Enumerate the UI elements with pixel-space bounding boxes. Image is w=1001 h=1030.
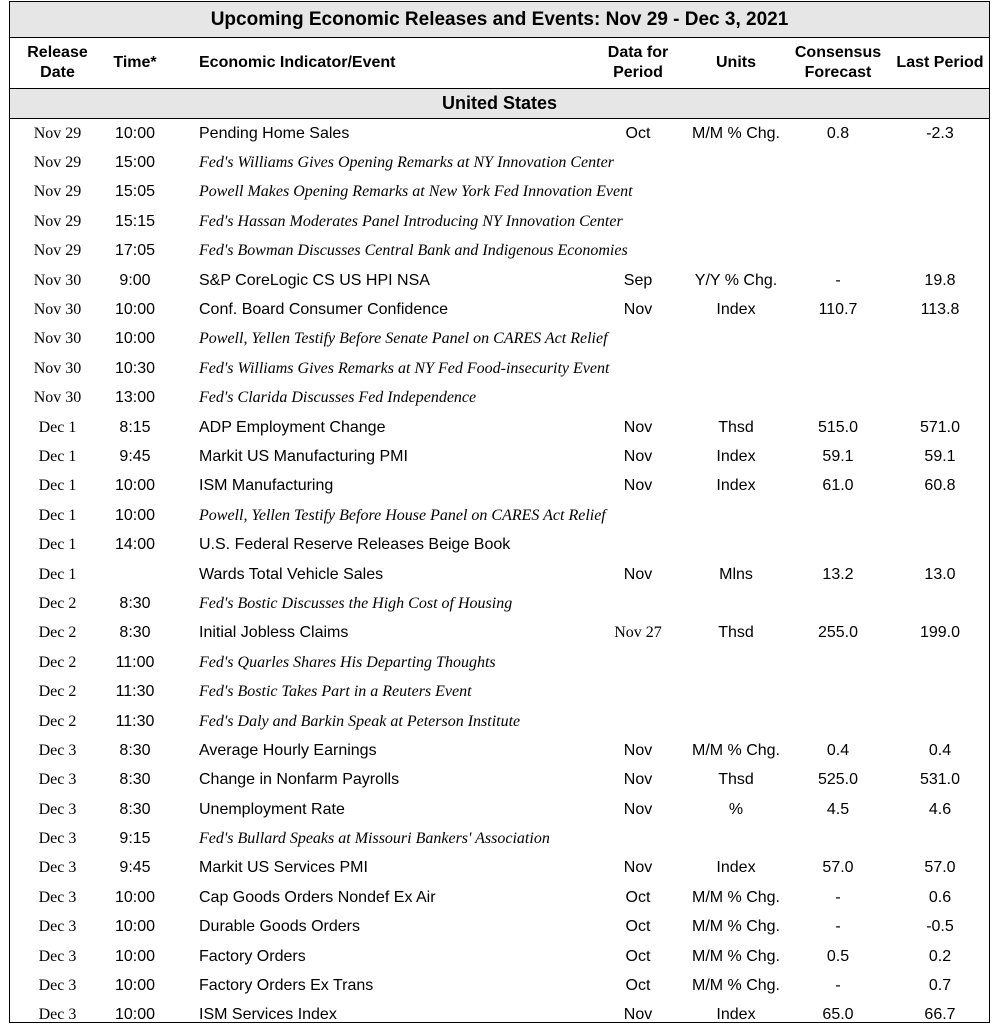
release-date-cell: Dec 2 <box>38 683 77 701</box>
indicator-cell: Powell, Yellen Testify Before House Panel on CARES Act Relief <box>199 506 606 524</box>
time-cell: 15:05 <box>114 183 156 201</box>
time-cell <box>105 560 165 589</box>
consensus-cell <box>790 207 886 236</box>
time-cell: 8:30 <box>119 771 151 789</box>
header-time: Time* <box>113 54 157 71</box>
period-cell: Sep <box>623 271 653 289</box>
indicator-cell: ISM Manufacturing <box>199 477 334 495</box>
indicator-cell: Fed's Williams Gives Opening Remarks at NY Innovation Center <box>199 154 614 172</box>
units-cell: Index <box>716 1006 756 1024</box>
table-row <box>10 560 989 589</box>
release-date-cell: Nov 30 <box>33 389 82 407</box>
units-cell <box>680 501 792 530</box>
indicator-cell: Fed's Quarles Shares His Departing Thoughts <box>199 653 496 671</box>
table-body <box>10 119 989 1030</box>
consensus-cell: - <box>835 888 841 906</box>
consensus-cell: 255.0 <box>817 624 859 642</box>
units-cell <box>680 354 792 383</box>
release-date-cell: Dec 1 <box>38 418 77 436</box>
header-units: Units <box>716 54 756 71</box>
time-cell: 10:00 <box>114 888 156 906</box>
last-period-cell: 59.1 <box>924 447 956 465</box>
consensus-cell <box>790 824 886 853</box>
table-row <box>10 237 989 266</box>
table-row <box>10 648 989 677</box>
last-period-cell <box>890 325 990 354</box>
period-cell: Nov <box>623 741 653 759</box>
last-period-cell <box>890 707 990 736</box>
last-period-cell: 13.0 <box>924 565 956 583</box>
table-row <box>10 207 989 236</box>
indicator-cell: Fed's Daly and Barkin Speak at Peterson Institute <box>199 712 521 730</box>
indicator-cell: Durable Goods Orders <box>199 918 360 936</box>
consensus-cell: - <box>835 977 841 995</box>
units-cell <box>680 325 792 354</box>
time-cell: 13:00 <box>114 389 156 407</box>
table-row <box>10 178 989 207</box>
indicator-cell: Factory Orders <box>199 947 306 965</box>
units-cell: Mlns <box>719 565 753 583</box>
time-cell: 10:00 <box>114 330 156 348</box>
units-cell: M/M % Chg. <box>691 741 780 759</box>
time-cell: 9:00 <box>119 271 151 289</box>
column-header-row <box>10 38 989 89</box>
table-row <box>10 736 989 765</box>
table-row <box>10 824 989 853</box>
period-cell: Nov <box>623 418 653 436</box>
release-date-cell: Dec 3 <box>38 800 77 818</box>
table-row <box>10 619 989 648</box>
indicator-cell: Fed's Bostic Discusses the High Cost of Housing <box>199 594 513 612</box>
release-date-cell: Dec 3 <box>38 741 77 759</box>
header-period: Data for Period <box>607 44 669 81</box>
period-cell <box>600 178 676 207</box>
release-date-cell: Nov 29 <box>33 124 82 142</box>
table-row <box>10 971 989 1000</box>
units-cell: M/M % Chg. <box>691 888 780 906</box>
period-cell: Nov <box>623 859 653 877</box>
time-cell: 10:00 <box>114 977 156 995</box>
indicator-cell: Conf. Board Consumer Confidence <box>199 301 449 319</box>
last-period-cell <box>890 501 990 530</box>
indicator-cell: Fed's Clarida Discusses Fed Independence <box>199 389 477 407</box>
last-period-cell: 571.0 <box>919 418 961 436</box>
table-row <box>10 795 989 824</box>
consensus-cell: 0.5 <box>826 947 850 965</box>
table-row <box>10 883 989 912</box>
period-cell <box>600 707 676 736</box>
consensus-cell <box>790 148 886 177</box>
units-cell: Index <box>716 301 756 319</box>
units-cell: M/M % Chg. <box>691 124 780 142</box>
last-period-cell <box>890 648 990 677</box>
consensus-cell <box>790 677 886 706</box>
release-date-cell: Dec 2 <box>38 712 77 730</box>
time-cell: 8:30 <box>119 800 151 818</box>
units-cell <box>680 178 792 207</box>
consensus-cell: 110.7 <box>818 301 858 319</box>
consensus-cell <box>790 530 886 559</box>
period-cell: Nov <box>623 771 653 789</box>
header-last: Last Period <box>896 54 984 71</box>
consensus-cell: 515.0 <box>817 418 859 436</box>
consensus-cell <box>790 237 886 266</box>
release-date-cell: Nov 29 <box>33 212 82 230</box>
table-row <box>10 413 989 442</box>
consensus-cell: 61.0 <box>822 477 854 495</box>
time-cell: 9:45 <box>119 447 151 465</box>
consensus-cell <box>790 384 886 413</box>
period-cell: Nov <box>623 447 653 465</box>
time-cell: 14:00 <box>114 536 156 554</box>
units-cell: M/M % Chg. <box>691 977 780 995</box>
period-cell: Oct <box>625 977 651 995</box>
table-row <box>10 766 989 795</box>
table-row <box>10 325 989 354</box>
release-date-cell: Dec 2 <box>38 594 77 612</box>
indicator-cell: Fed's Hassan Moderates Panel Introducing NY Innovation Center <box>199 212 623 230</box>
time-cell: 11:30 <box>115 683 155 701</box>
table-row <box>10 677 989 706</box>
time-cell: 10:00 <box>114 124 156 142</box>
units-cell <box>680 237 792 266</box>
table-row <box>10 501 989 530</box>
time-cell: 10:30 <box>114 359 156 377</box>
table-title: Upcoming Economic Releases and Events: Nov 29 - Dec 3, 2021 <box>10 2 989 38</box>
time-cell: 10:00 <box>114 1006 156 1024</box>
release-date-cell: Nov 29 <box>33 154 82 172</box>
consensus-cell: 0.8 <box>826 124 850 142</box>
indicator-cell: U.S. Federal Reserve Releases Beige Book <box>199 536 511 554</box>
release-date-cell: Dec 1 <box>38 506 77 524</box>
last-period-cell <box>890 207 990 236</box>
time-cell: 8:15 <box>119 418 151 436</box>
period-cell: Nov <box>623 1006 653 1024</box>
units-cell <box>680 589 792 618</box>
indicator-cell: Fed's Bullard Speaks at Missouri Bankers' Association <box>199 830 550 848</box>
last-period-cell: 57.0 <box>924 859 956 877</box>
time-cell: 17:05 <box>114 242 156 260</box>
period-cell: Nov <box>623 477 653 495</box>
consensus-cell <box>790 648 886 677</box>
header-release-date: Release Date <box>27 44 88 81</box>
units-cell: Y/Y % Chg. <box>694 271 778 289</box>
indicator-cell: Unemployment Rate <box>199 800 345 818</box>
consensus-cell <box>790 178 886 207</box>
period-cell <box>600 207 676 236</box>
release-date-cell: Dec 2 <box>38 653 77 671</box>
last-period-cell: 60.8 <box>924 477 956 495</box>
indicator-cell: Powell, Yellen Testify Before Senate Panel on CARES Act Relief <box>199 330 608 348</box>
release-date-cell: Dec 3 <box>38 830 77 848</box>
consensus-cell: 4.5 <box>826 800 850 818</box>
time-cell: 10:00 <box>114 301 156 319</box>
time-cell: 10:00 <box>114 506 156 524</box>
last-period-cell: 531.0 <box>919 771 961 789</box>
consensus-cell <box>790 589 886 618</box>
header-consensus: Consensus Forecast <box>794 44 882 81</box>
indicator-cell: Factory Orders Ex Trans <box>199 977 374 995</box>
release-date-cell: Dec 3 <box>38 918 77 936</box>
consensus-cell: - <box>835 918 841 936</box>
consensus-cell: 13.2 <box>822 565 854 583</box>
consensus-cell: 0.4 <box>826 741 850 759</box>
period-cell: Nov <box>623 301 653 319</box>
period-cell: Nov 27 <box>614 624 662 642</box>
table-row <box>10 942 989 971</box>
last-period-cell <box>890 354 990 383</box>
last-period-cell: 199.0 <box>919 624 961 642</box>
last-period-cell: 19.8 <box>924 271 956 289</box>
time-cell: 8:30 <box>119 741 151 759</box>
table-row <box>10 472 989 501</box>
units-cell <box>680 677 792 706</box>
period-cell: Oct <box>625 947 651 965</box>
units-cell <box>680 648 792 677</box>
period-cell <box>600 501 676 530</box>
indicator-cell: Markit US Services PMI <box>199 859 368 877</box>
units-cell: M/M % Chg. <box>691 918 780 936</box>
last-period-cell <box>890 824 990 853</box>
section-header: United States <box>10 89 989 119</box>
period-cell: Oct <box>625 888 651 906</box>
last-period-cell: 0.7 <box>928 977 952 995</box>
table-row <box>10 913 989 942</box>
indicator-cell: Wards Total Vehicle Sales <box>199 565 384 583</box>
consensus-cell <box>790 325 886 354</box>
period-cell <box>600 384 676 413</box>
last-period-cell: 0.4 <box>928 741 952 759</box>
release-date-cell: Nov 29 <box>33 183 82 201</box>
period-cell <box>600 530 676 559</box>
time-cell: 9:45 <box>119 859 151 877</box>
release-date-cell: Nov 30 <box>33 301 82 319</box>
indicator-cell: ISM Services Index <box>199 1006 337 1024</box>
indicator-cell: Initial Jobless Claims <box>199 624 349 642</box>
release-date-cell: Dec 3 <box>38 947 77 965</box>
time-cell: 10:00 <box>114 477 156 495</box>
units-cell: Thsd <box>718 624 754 642</box>
period-cell <box>600 824 676 853</box>
last-period-cell <box>890 677 990 706</box>
table-row <box>10 148 989 177</box>
table-row <box>10 707 989 736</box>
time-cell: 9:15 <box>119 830 151 848</box>
release-date-cell: Nov 30 <box>33 271 82 289</box>
indicator-cell: Cap Goods Orders Nondef Ex Air <box>199 888 436 906</box>
release-date-cell: Dec 1 <box>38 565 77 583</box>
time-cell: 10:00 <box>114 947 156 965</box>
last-period-cell: 0.6 <box>928 888 952 906</box>
last-period-cell <box>890 530 990 559</box>
units-cell: Index <box>716 447 756 465</box>
period-cell: Oct <box>625 124 651 142</box>
table-row <box>10 119 989 148</box>
release-date-cell: Nov 29 <box>33 242 82 260</box>
indicator-cell: Fed's Bostic Takes Part in a Reuters Event <box>199 683 472 701</box>
period-cell <box>600 677 676 706</box>
table-row <box>10 530 989 559</box>
units-cell: Thsd <box>718 771 754 789</box>
time-cell: 8:30 <box>119 594 151 612</box>
period-cell: Oct <box>625 918 651 936</box>
consensus-cell <box>790 501 886 530</box>
period-cell <box>600 148 676 177</box>
units-cell: Index <box>716 477 756 495</box>
release-date-cell: Dec 3 <box>38 771 77 789</box>
period-cell <box>600 589 676 618</box>
time-cell: 8:30 <box>119 624 151 642</box>
units-cell <box>680 384 792 413</box>
table-row <box>10 266 989 295</box>
table-row <box>10 384 989 413</box>
release-date-cell: Dec 1 <box>38 477 77 495</box>
release-date-cell: Dec 3 <box>38 888 77 906</box>
period-cell <box>600 354 676 383</box>
release-date-cell: Dec 2 <box>38 624 77 642</box>
last-period-cell <box>890 237 990 266</box>
consensus-cell <box>790 354 886 383</box>
table-row <box>10 854 989 883</box>
period-cell: Nov <box>623 800 653 818</box>
time-cell: 15:00 <box>114 154 156 172</box>
release-date-cell: Nov 30 <box>33 359 82 377</box>
last-period-cell <box>890 148 990 177</box>
indicator-cell: S&P CoreLogic CS US HPI NSA <box>199 271 430 289</box>
table-row <box>10 295 989 324</box>
release-date-cell: Dec 3 <box>38 1006 77 1024</box>
units-cell <box>680 824 792 853</box>
indicator-cell: ADP Employment Change <box>199 418 386 436</box>
units-cell <box>680 148 792 177</box>
consensus-cell <box>790 707 886 736</box>
last-period-cell <box>890 589 990 618</box>
table-row <box>10 354 989 383</box>
time-cell: 15:15 <box>114 212 156 230</box>
release-date-cell: Dec 3 <box>38 977 77 995</box>
last-period-cell: -0.5 <box>926 918 954 936</box>
release-date-cell: Nov 30 <box>33 330 82 348</box>
last-period-cell: 66.7 <box>924 1006 956 1024</box>
last-period-cell <box>890 384 990 413</box>
table-row <box>10 442 989 471</box>
period-cell <box>600 648 676 677</box>
table-row <box>10 1001 989 1030</box>
last-period-cell: 113.8 <box>920 301 960 319</box>
units-cell: M/M % Chg. <box>691 947 780 965</box>
release-date-cell: Dec 1 <box>38 447 77 465</box>
units-cell: % <box>728 800 744 818</box>
period-cell: Nov <box>623 565 653 583</box>
period-cell <box>600 237 676 266</box>
consensus-cell: - <box>835 271 841 289</box>
last-period-cell: 4.6 <box>928 800 952 818</box>
consensus-cell: 525.0 <box>817 771 859 789</box>
release-date-cell: Dec 1 <box>38 536 77 554</box>
indicator-cell: Powell Makes Opening Remarks at New York Fed Innovation Event <box>199 183 633 201</box>
period-cell <box>600 325 676 354</box>
time-cell: 11:00 <box>115 653 155 671</box>
units-cell <box>680 707 792 736</box>
time-cell: 10:00 <box>114 918 156 936</box>
units-cell <box>680 530 792 559</box>
last-period-cell: -2.3 <box>926 124 954 142</box>
time-cell: 11:30 <box>115 712 155 730</box>
indicator-cell: Change in Nonfarm Payrolls <box>199 771 400 789</box>
consensus-cell: 65.0 <box>822 1006 854 1024</box>
last-period-cell: 0.2 <box>928 947 952 965</box>
indicator-cell: Average Hourly Earnings <box>199 741 377 759</box>
units-cell: Index <box>716 859 756 877</box>
indicator-cell: Fed's Williams Gives Remarks at NY Fed Food-insecurity Event <box>199 359 610 377</box>
indicator-cell: Pending Home Sales <box>199 124 350 142</box>
release-date-cell: Dec 3 <box>38 859 77 877</box>
last-period-cell <box>890 178 990 207</box>
indicator-cell: Markit US Manufacturing PMI <box>199 447 408 465</box>
units-cell <box>680 207 792 236</box>
units-cell: Thsd <box>718 418 754 436</box>
consensus-cell: 57.0 <box>822 859 854 877</box>
table-row <box>10 589 989 618</box>
indicator-cell: Fed's Bowman Discusses Central Bank and Indigenous Economies <box>199 242 628 260</box>
consensus-cell: 59.1 <box>822 447 854 465</box>
economic-calendar-table <box>9 1 990 1023</box>
header-indicator: Economic Indicator/Event <box>199 54 396 71</box>
